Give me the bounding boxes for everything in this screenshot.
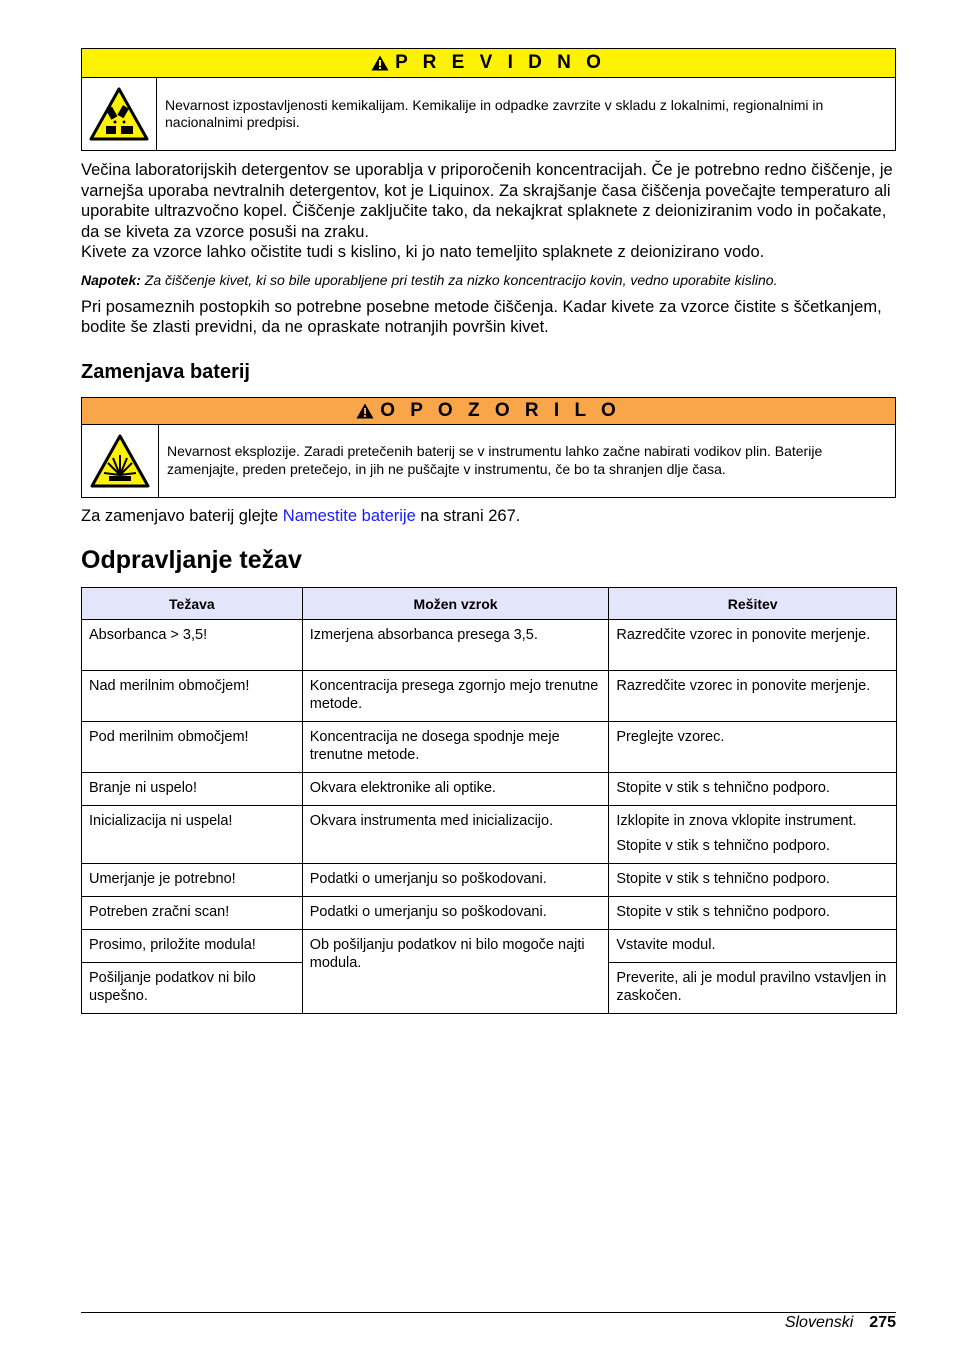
problem-cell: Potreben zračni scan! xyxy=(82,897,303,930)
table-row xyxy=(82,864,897,897)
solution-cell: Preglejte vzorec. xyxy=(609,722,897,773)
warning-triangle-icon xyxy=(356,403,374,419)
table-row xyxy=(82,722,897,773)
caution-label: P R E V I D N O xyxy=(395,52,606,73)
warning-text: Nevarnost eksplozije. Zaradi pretečenih baterij se v instrumentu lahko začne nabirati vodikov plin. Baterije zamenjajte, preden pretečejo, in jih ne puščajte v instrumentu, če bo ta shranjen dlje časa. xyxy=(167,443,823,477)
cause-cell: Ob pošiljanju podatkov ni bilo mogoče najti modula. xyxy=(302,930,609,1014)
page-content xyxy=(81,48,896,1014)
solution-cell: Razredčite vzorec in ponovite merjenje. xyxy=(609,620,897,671)
cause-cell: Okvara instrumenta med inicializacijo. xyxy=(302,806,609,864)
caution-text: Nevarnost izpostavljenosti kemikalijam. Kemikalije in odpadke zavrzite v skladu z lokalnimi, regionalnimi in nacionalnimi predpisi. xyxy=(165,96,824,130)
solution-cell: Stopite v stik s tehnično podporo. xyxy=(609,864,897,897)
page-number: 275 xyxy=(869,1314,896,1331)
table-row xyxy=(82,806,897,864)
warning-box xyxy=(81,397,896,498)
chemical-hazard-icon xyxy=(82,78,157,150)
problem-cell: Prosimo, priložite modula! xyxy=(82,930,303,963)
battery-heading: Zamenjava baterij xyxy=(81,360,250,383)
table-row xyxy=(82,773,897,806)
warning-label: O P O Z O R I L O xyxy=(380,399,621,421)
warning-triangle-icon xyxy=(371,55,389,71)
table-row xyxy=(82,620,897,671)
page-footer xyxy=(81,1312,896,1332)
troubleshooting-table xyxy=(81,587,897,1014)
problem-cell: Pošiljanje podatkov ni bilo uspešno. xyxy=(82,963,303,1014)
column-header-problem: Težava xyxy=(82,588,303,620)
install-batteries-link[interactable]: Namestite baterije xyxy=(282,506,416,525)
problem-cell: Absorbanca > 3,5! xyxy=(82,620,303,671)
problem-cell: Inicializacija ni uspela! xyxy=(82,806,303,864)
problem-cell: Branje ni uspelo! xyxy=(82,773,303,806)
column-header-cause: Možen vzrok xyxy=(302,588,609,620)
cleaning-paragraph-2: Kivete za vzorce lahko očistite tudi s kislino, ki jo nato temeljito splaknete z deionizirano vodo. xyxy=(81,243,765,261)
cleaning-paragraph-3: Pri posameznih postopkih so potrebne posebne metode čiščenja. Kadar kivete za vzorce čistite s ščetkanjem, bodite še zlasti previdni, da ne opraskate notranjih površin kivet. xyxy=(81,297,882,336)
table-row xyxy=(82,897,897,930)
table-row xyxy=(82,671,897,722)
solution-cell: Vstavite modul. xyxy=(609,930,897,963)
cause-cell: Koncentracija presega zgornjo mejo trenutne metode. xyxy=(302,671,609,722)
cause-cell: Koncentracija ne dosega spodnje meje trenutne metode. xyxy=(302,722,609,773)
caution-box xyxy=(81,48,896,151)
footer-language: Slovenski xyxy=(784,1314,854,1331)
column-header-solution: Rešitev xyxy=(609,588,897,620)
solution-cell: Razredčite vzorec in ponovite merjenje. xyxy=(609,671,897,722)
cause-cell: Okvara elektronike ali optike. xyxy=(302,773,609,806)
cause-cell: Podatki o umerjanju so poškodovani. xyxy=(302,897,609,930)
cause-cell: Podatki o umerjanju so poškodovani. xyxy=(302,864,609,897)
problem-cell: Pod merilnim območjem! xyxy=(82,722,303,773)
cause-cell: Izmerjena absorbanca presega 3,5. xyxy=(302,620,609,671)
battery-reference: Za zamenjavo baterij glejte Namestite baterije na strani 267. xyxy=(81,506,521,525)
table-row xyxy=(82,930,897,963)
cleaning-note xyxy=(81,271,896,289)
warning-header xyxy=(82,398,895,425)
caution-header xyxy=(82,49,895,78)
solution-cell: Izklopite in znova vklopite instrument. Stopite v stik s tehnično podporo. xyxy=(609,806,897,864)
problem-cell: Umerjanje je potrebno! xyxy=(82,864,303,897)
note-label: Napotek: xyxy=(81,271,141,288)
solution-cell: Preverite, ali je modul pravilno vstavljen in zaskočen. xyxy=(609,963,897,1014)
solution-cell: Stopite v stik s tehnično podporo. xyxy=(609,773,897,806)
explosion-hazard-icon xyxy=(82,425,159,497)
problem-cell: Nad merilnim območjem! xyxy=(82,671,303,722)
troubleshooting-heading: Odpravljanje težav xyxy=(81,546,302,574)
table-header-row xyxy=(82,588,897,620)
note-text: Za čiščenje kivet, ki so bile uporabljene pri testih za nizko koncentracijo kovin, vedno uporabite kislino. xyxy=(144,271,778,288)
solution-cell: Stopite v stik s tehnično podporo. xyxy=(609,897,897,930)
cleaning-paragraph-1: Večina laboratorijskih detergentov se uporablja v priporočenih koncentracijah. Če je potrebno redno čiščenje, je varnejša uporaba nevtralnih detergentov, kot je Liquinox. Za skrajšanje časa čiščenja povečajte temperaturo ali uporabite ultrazvočno kopel. Čiščenje zaključite tako, da nekajkrat splaknete z deioniziranim vodo in počakate, da se kiveta za vzorce posuši na zraku. xyxy=(81,161,893,241)
